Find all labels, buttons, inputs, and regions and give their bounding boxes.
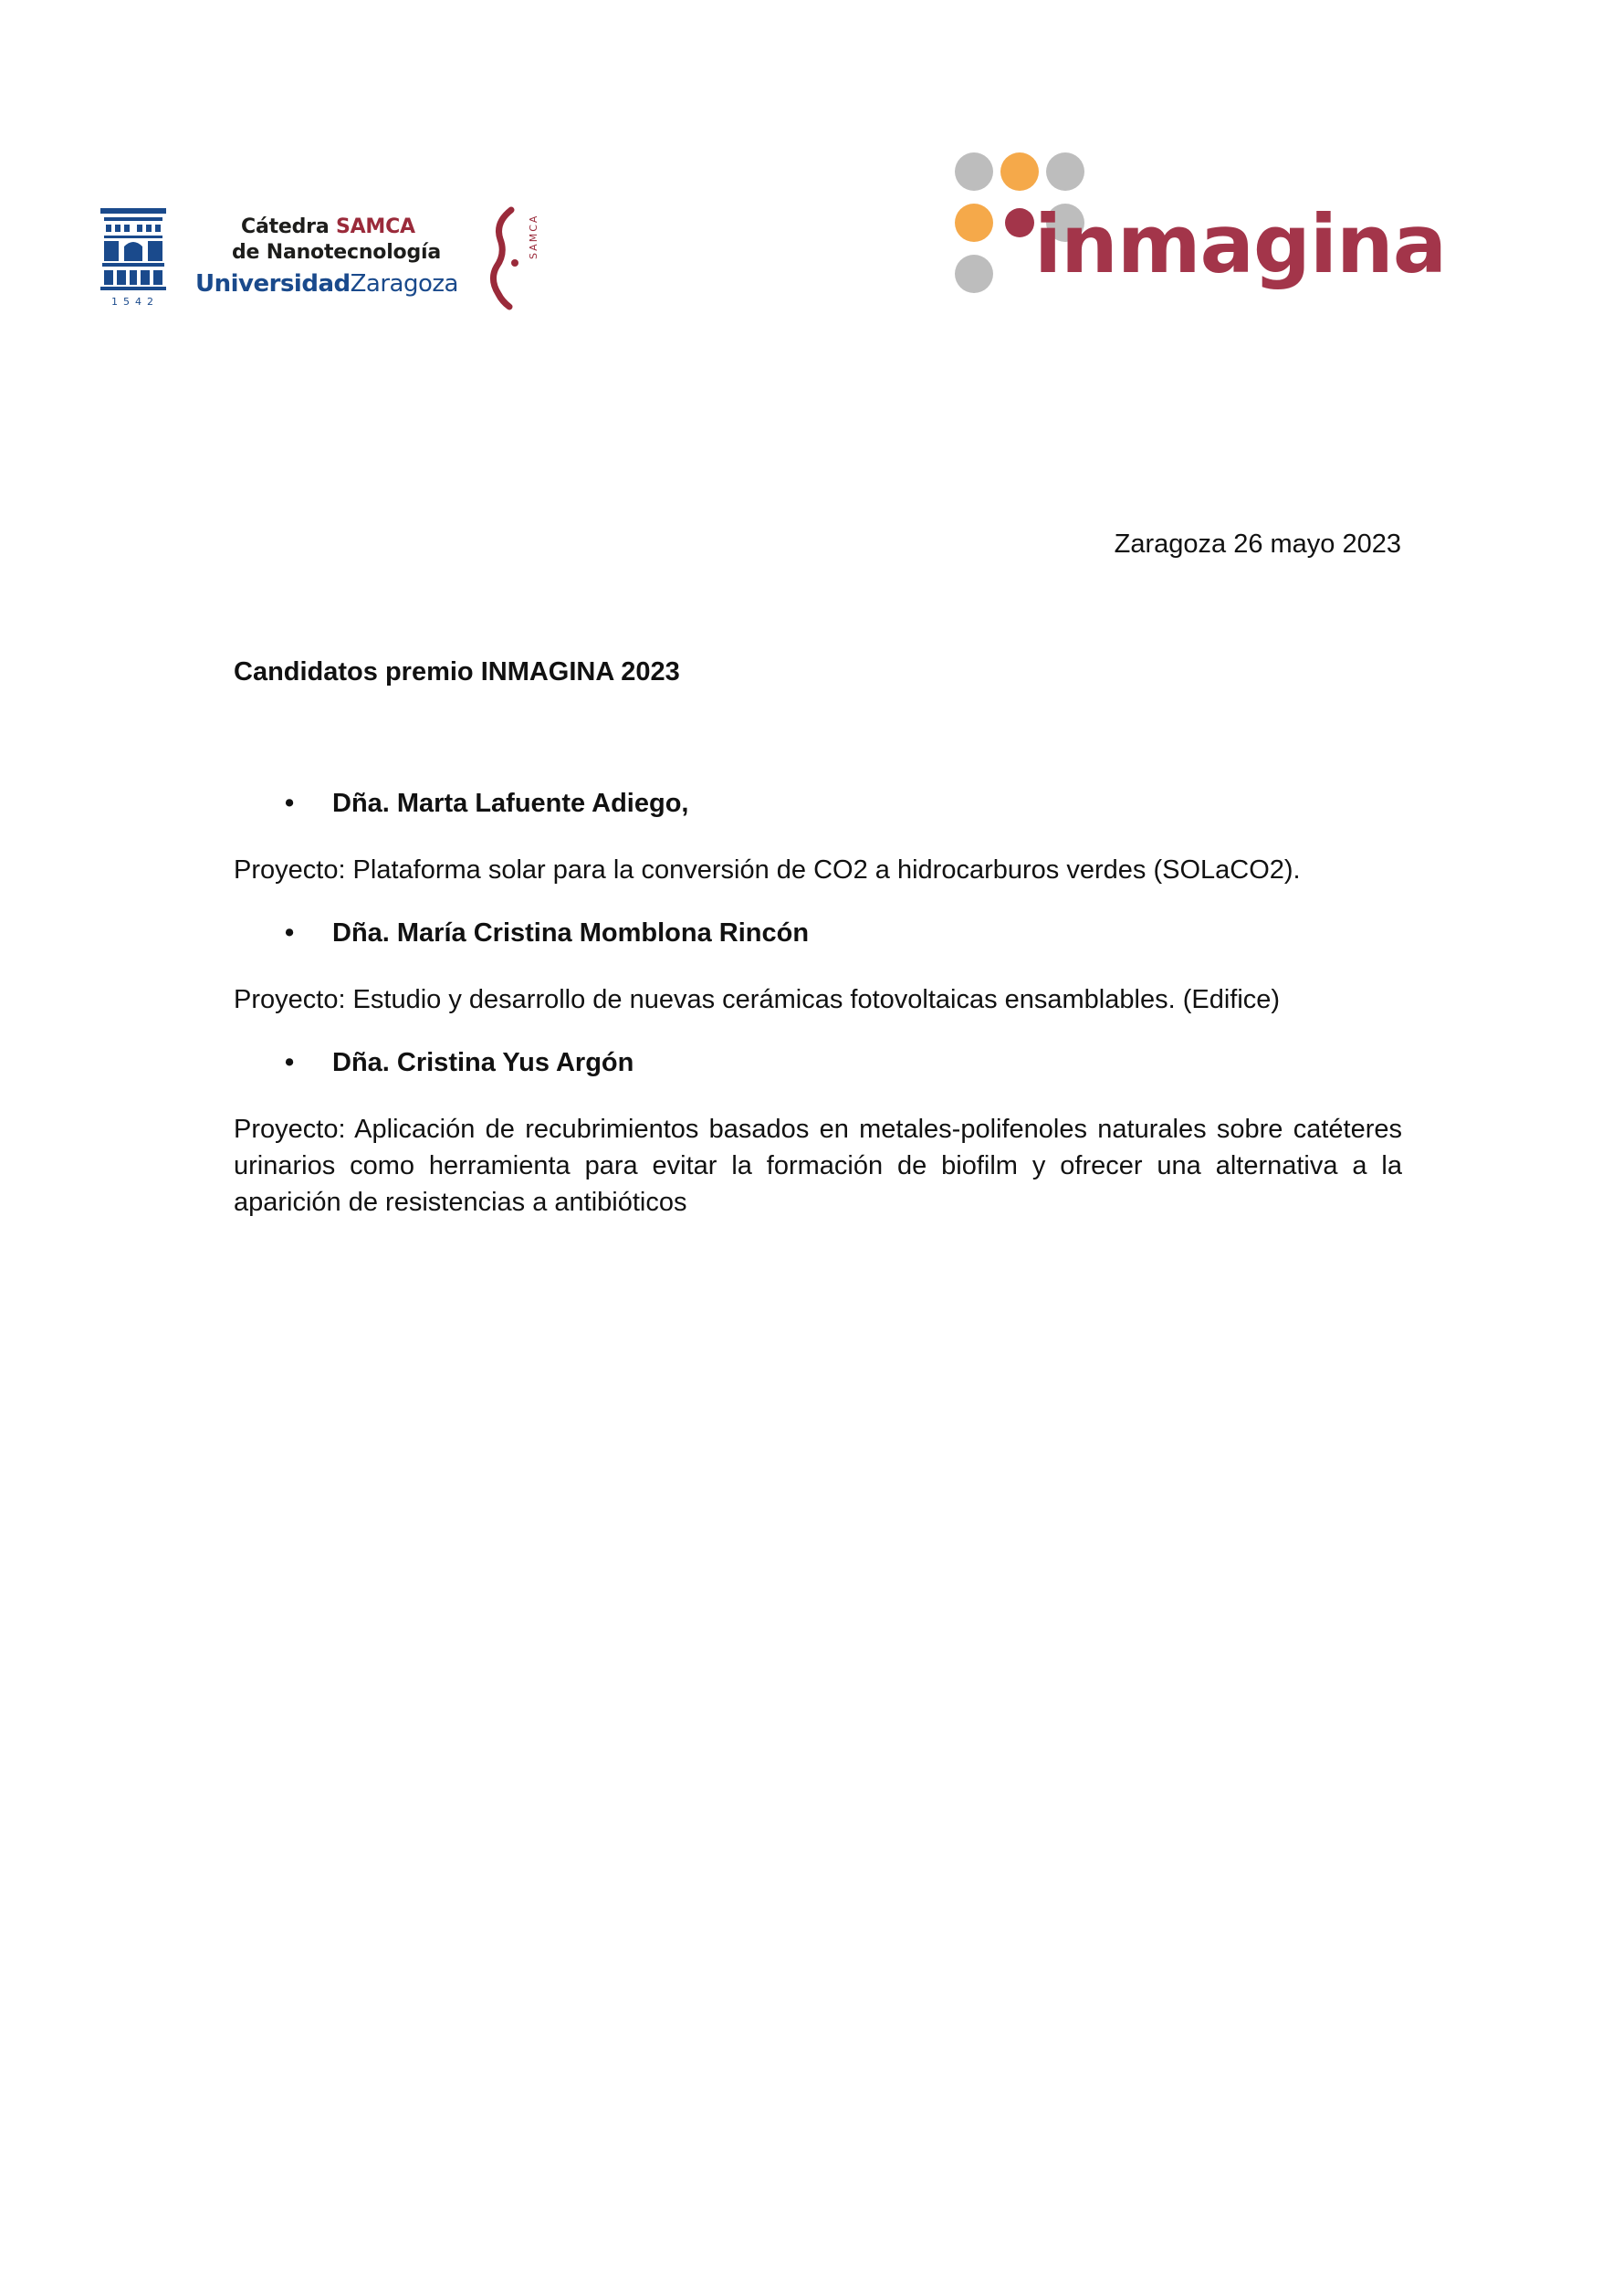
document-date: Zaragoza 26 mayo 2023 bbox=[1114, 529, 1401, 559]
inmagina-logo bbox=[954, 148, 1447, 330]
bullet-icon: • bbox=[285, 1048, 295, 1077]
candidate-project: Proyecto: Plataforma solar para la conversión de CO2 a hidrocarburos verdes (SOLaCO2). bbox=[234, 855, 1301, 885]
crest-year: 1542 bbox=[111, 296, 159, 308]
catedra-title: Cátedra SAMCA bbox=[241, 215, 415, 238]
candidate-name-row bbox=[234, 1048, 1402, 1085]
candidate-name: Dña. Cristina Yus Argón bbox=[332, 1048, 634, 1077]
candidate-name: Dña. María Cristina Momblona Rincón bbox=[332, 918, 810, 948]
document-heading: Candidatos premio INMAGINA 2023 bbox=[234, 657, 680, 687]
nanotecnologia-line: de Nanotecnología bbox=[232, 241, 442, 264]
samca-vertical-text: SAMCA bbox=[528, 214, 539, 259]
bullet-icon: • bbox=[285, 789, 295, 818]
samca-word: SAMCA bbox=[335, 215, 415, 238]
candidate-item bbox=[234, 918, 1402, 1018]
candidate-item bbox=[234, 789, 1402, 888]
candidate-project: Proyecto: Aplicación de recubrimientos basados en metales-polifenoles naturales sobre catéteres urinarios como herramienta para evitar la formación de biofilm y ofrecer una alternativa a la aparición de resistencias a antibióticos bbox=[234, 1115, 1402, 1217]
universidad-word: Universidad bbox=[195, 270, 351, 298]
candidate-project: Proyecto: Estudio y desarrollo de nuevas cerámicas fotovoltaicas ensamblables. (Edifice) bbox=[234, 985, 1281, 1014]
zaragoza-word: Zaragoza bbox=[350, 270, 458, 298]
catedra-text-block bbox=[195, 212, 487, 312]
catedra-samca-logo bbox=[99, 206, 546, 312]
candidate-name: Dña. Marta Lafuente Adiego, bbox=[332, 789, 689, 818]
candidate-name-row bbox=[234, 918, 1402, 955]
candidate-item bbox=[234, 1048, 1402, 1221]
universidad-zaragoza-line bbox=[195, 270, 458, 298]
inmagina-wordmark: inmagina bbox=[1034, 197, 1447, 291]
candidate-name-row bbox=[234, 789, 1402, 825]
bullet-icon: • bbox=[285, 918, 295, 948]
